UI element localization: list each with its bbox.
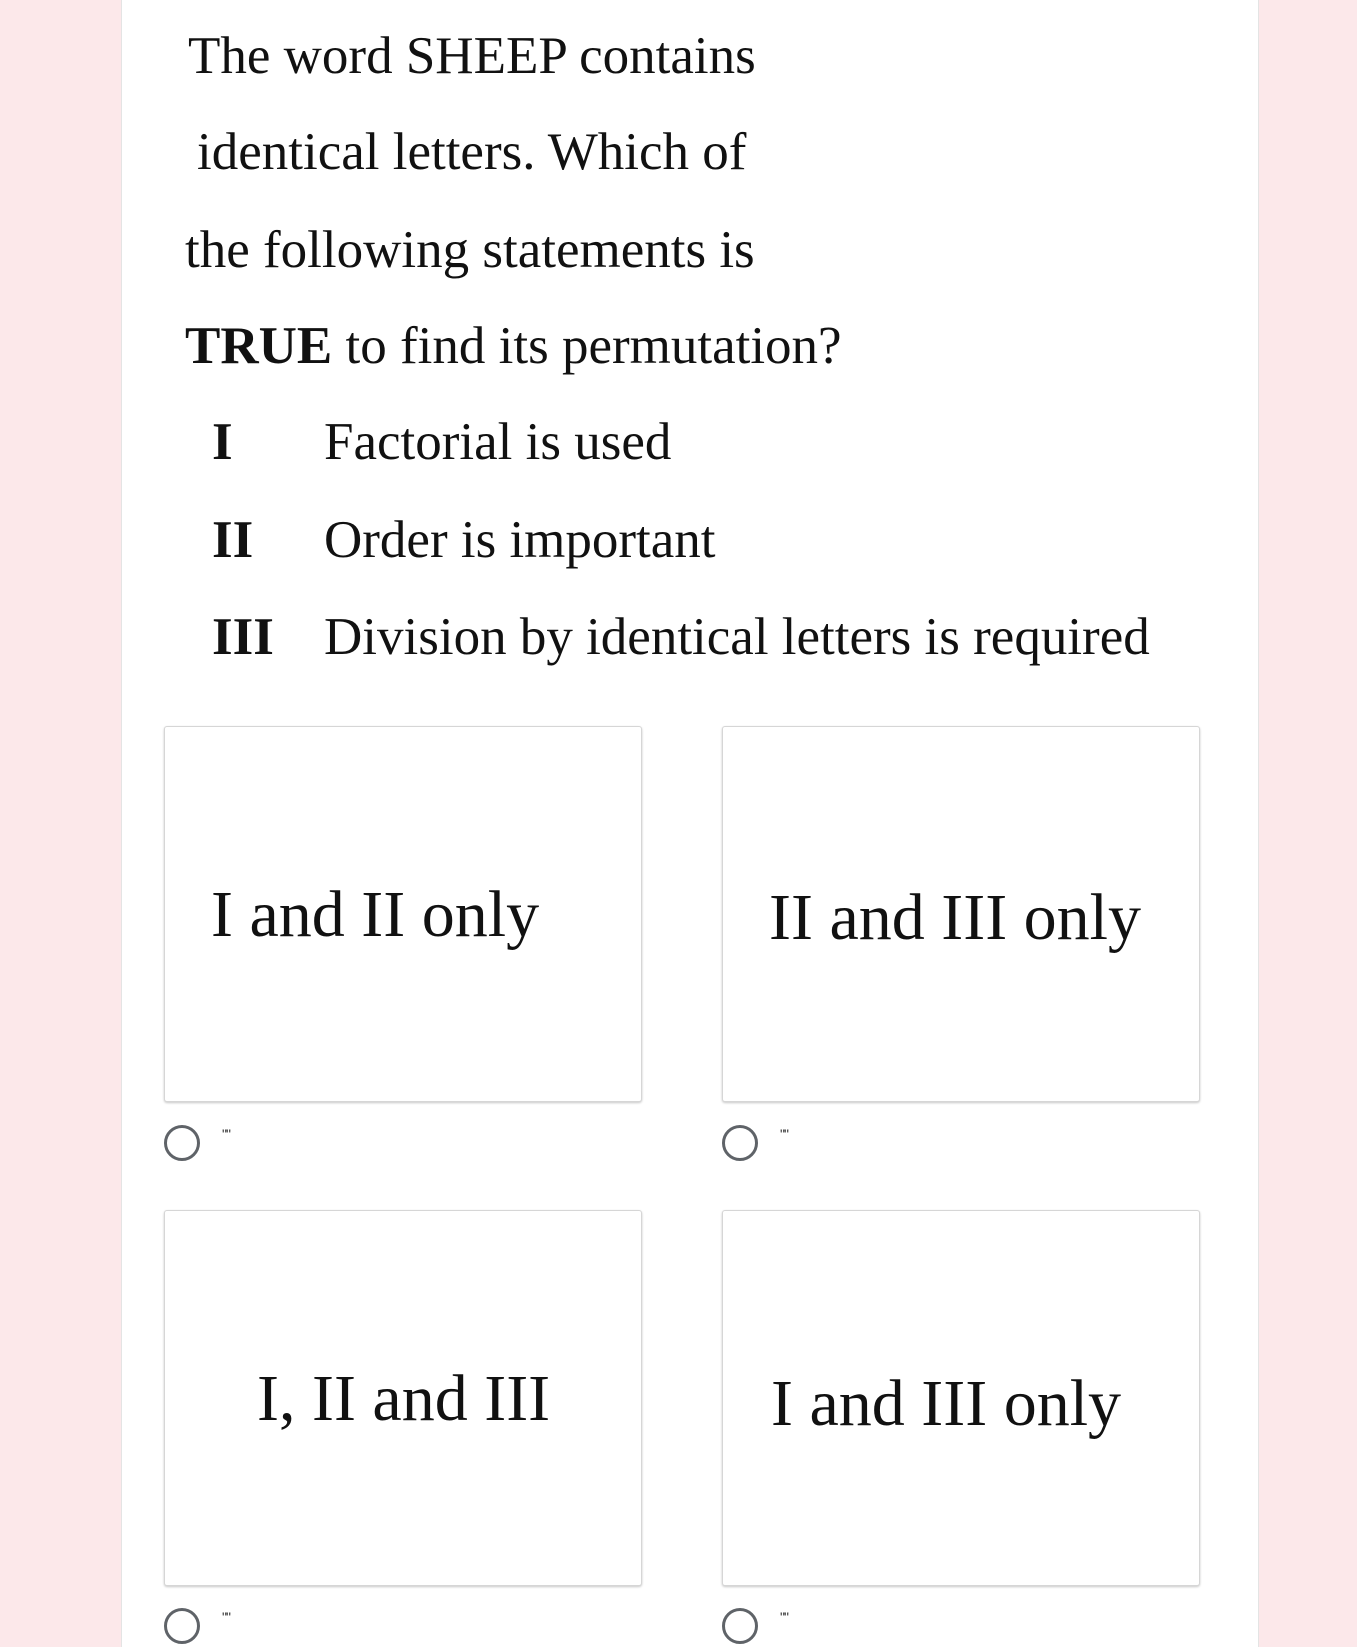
statement-number: I xyxy=(212,413,233,471)
option-b-radio[interactable] xyxy=(722,1125,758,1161)
question-text-line-1: The word SHEEP contains xyxy=(188,27,756,85)
option-b-label: "" xyxy=(780,1126,788,1142)
option-d-text: I and III only xyxy=(771,1367,1122,1440)
statement-text: Division by identical letters is required xyxy=(324,608,1150,666)
option-c-radio[interactable] xyxy=(164,1608,200,1644)
statement-number: III xyxy=(212,608,274,666)
statement-text: Factorial is used xyxy=(324,413,672,471)
option-a-radio[interactable] xyxy=(164,1125,200,1161)
option-d-card[interactable] xyxy=(722,1210,1200,1586)
question-text-line-4-rest: to find its permutation? xyxy=(332,317,842,375)
option-d-label: "" xyxy=(780,1609,788,1625)
option-c-card[interactable] xyxy=(164,1210,642,1586)
question-emphasis: TRUE xyxy=(185,317,333,375)
question-text-line-3: the following statements is xyxy=(185,221,755,279)
statement-text: Order is important xyxy=(324,511,716,569)
question-text-line-4 xyxy=(185,317,842,375)
option-a-label: "" xyxy=(222,1126,230,1142)
statement-number: II xyxy=(212,511,254,569)
option-c-label: "" xyxy=(222,1609,230,1625)
option-d-radio[interactable] xyxy=(722,1608,758,1644)
option-b-card[interactable] xyxy=(722,726,1200,1102)
question-text-line-2: identical letters. Which of xyxy=(197,123,747,181)
option-c-text: I, II and III xyxy=(257,1362,551,1435)
option-a-text: I and II only xyxy=(211,878,540,951)
option-b-text: II and III only xyxy=(769,881,1142,954)
option-a-card[interactable] xyxy=(164,726,642,1102)
